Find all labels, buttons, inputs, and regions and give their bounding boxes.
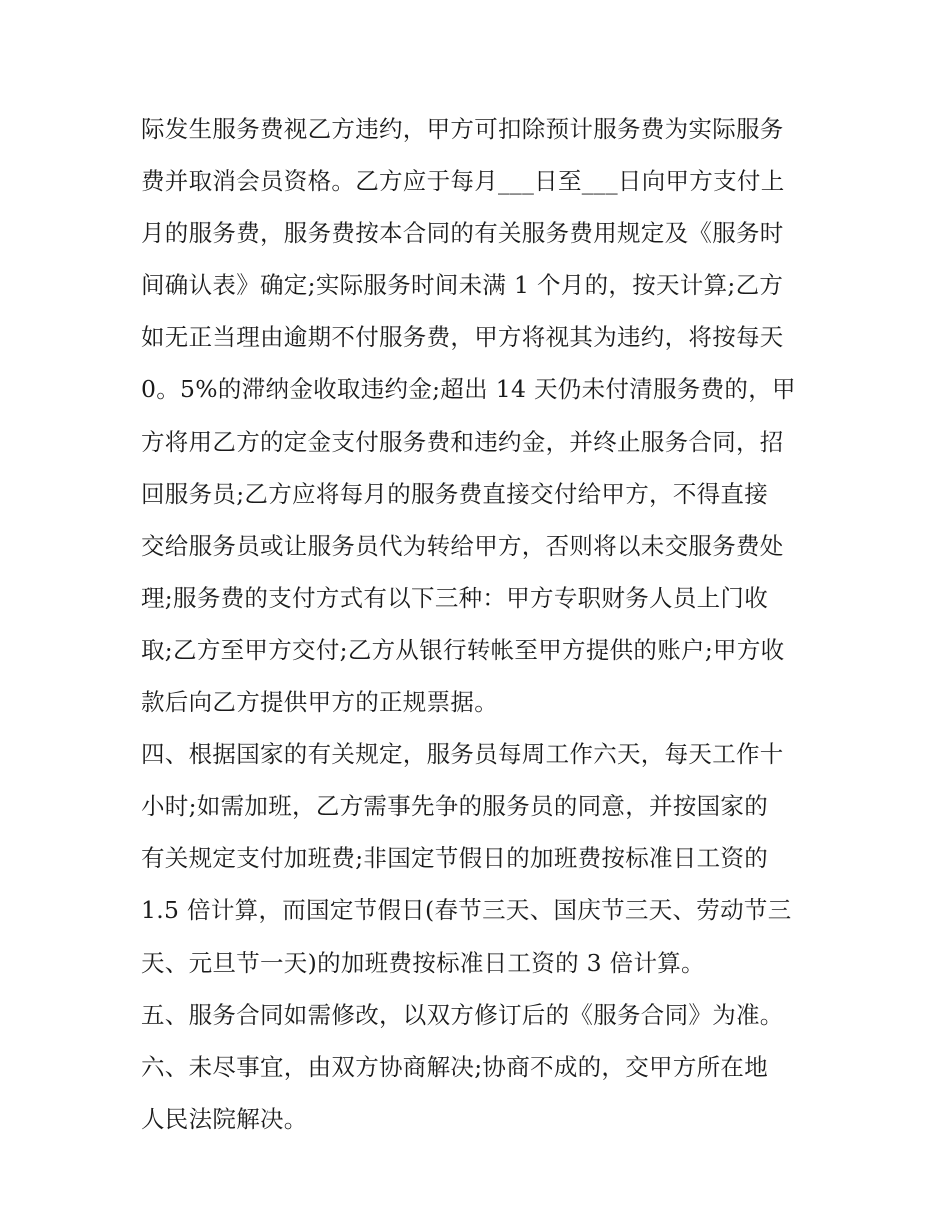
text-line: 1.5 倍计算，而国定节假日(春节三天、国庆节三天、劳动节三	[141, 896, 792, 925]
text-line: 方将用乙方的定金支付服务费和违约金，并终止服务合同，招	[141, 427, 784, 456]
clause-six-line: 六、未尽事宜，由双方协商解决;协商不成的，交甲方所在地	[141, 1052, 769, 1081]
text-line: 费并取消会员资格。乙方应于每月___日至___日向甲方支付上	[141, 167, 785, 196]
text-line: 天、元旦节一天)的加班费按标准日工资的 3 倍计算。	[141, 948, 705, 977]
text-line: 间确认表》确定;实际服务时间未满 1 个月的，按天计算;乙方	[141, 271, 784, 300]
clause-five-line: 五、服务合同如需修改，以双方修订后的《服务合同》为准。	[141, 1000, 784, 1029]
text-line: 如无正当理由逾期不付服务费，甲方将视其为违约，将按每天	[141, 323, 784, 352]
text-line: 0。5%的滞纳金收取违约金;超出 14 天仍未付清服务费的，甲	[141, 375, 796, 404]
text-line: 小时;如需加班，乙方需事先争的服务员的同意，并按国家的	[141, 792, 769, 821]
text-line: 月的服务费，服务费按本合同的有关服务费用规定及《服务时	[141, 219, 784, 248]
text-line: 有关规定支付加班费;非国定节假日的加班费按标准日工资的	[141, 844, 769, 873]
text-line: 人民法院解决。	[141, 1104, 308, 1133]
text-line: 理;服务费的支付方式有以下三种：甲方专职财务人员上门收	[141, 583, 769, 612]
text-line: 取;乙方至甲方交付;乙方从银行转帐至甲方提供的账户;甲方收	[141, 635, 785, 664]
text-line: 际发生服务费视乙方违约，甲方可扣除预计服务费为实际服务	[141, 115, 784, 143]
text-line: 回服务员;乙方应将每月的服务费直接交付给甲方，不得直接	[141, 479, 769, 508]
contract-body-text	[141, 103, 821, 1145]
text-line: 交给服务员或让服务员代为转给甲方，否则将以未交服务费处	[141, 531, 784, 560]
text-line: 款后向乙方提供甲方的正规票据。	[141, 688, 498, 717]
clause-four-heading-line: 四、根据国家的有关规定，服务员每周工作六天，每天工作十	[141, 740, 784, 769]
